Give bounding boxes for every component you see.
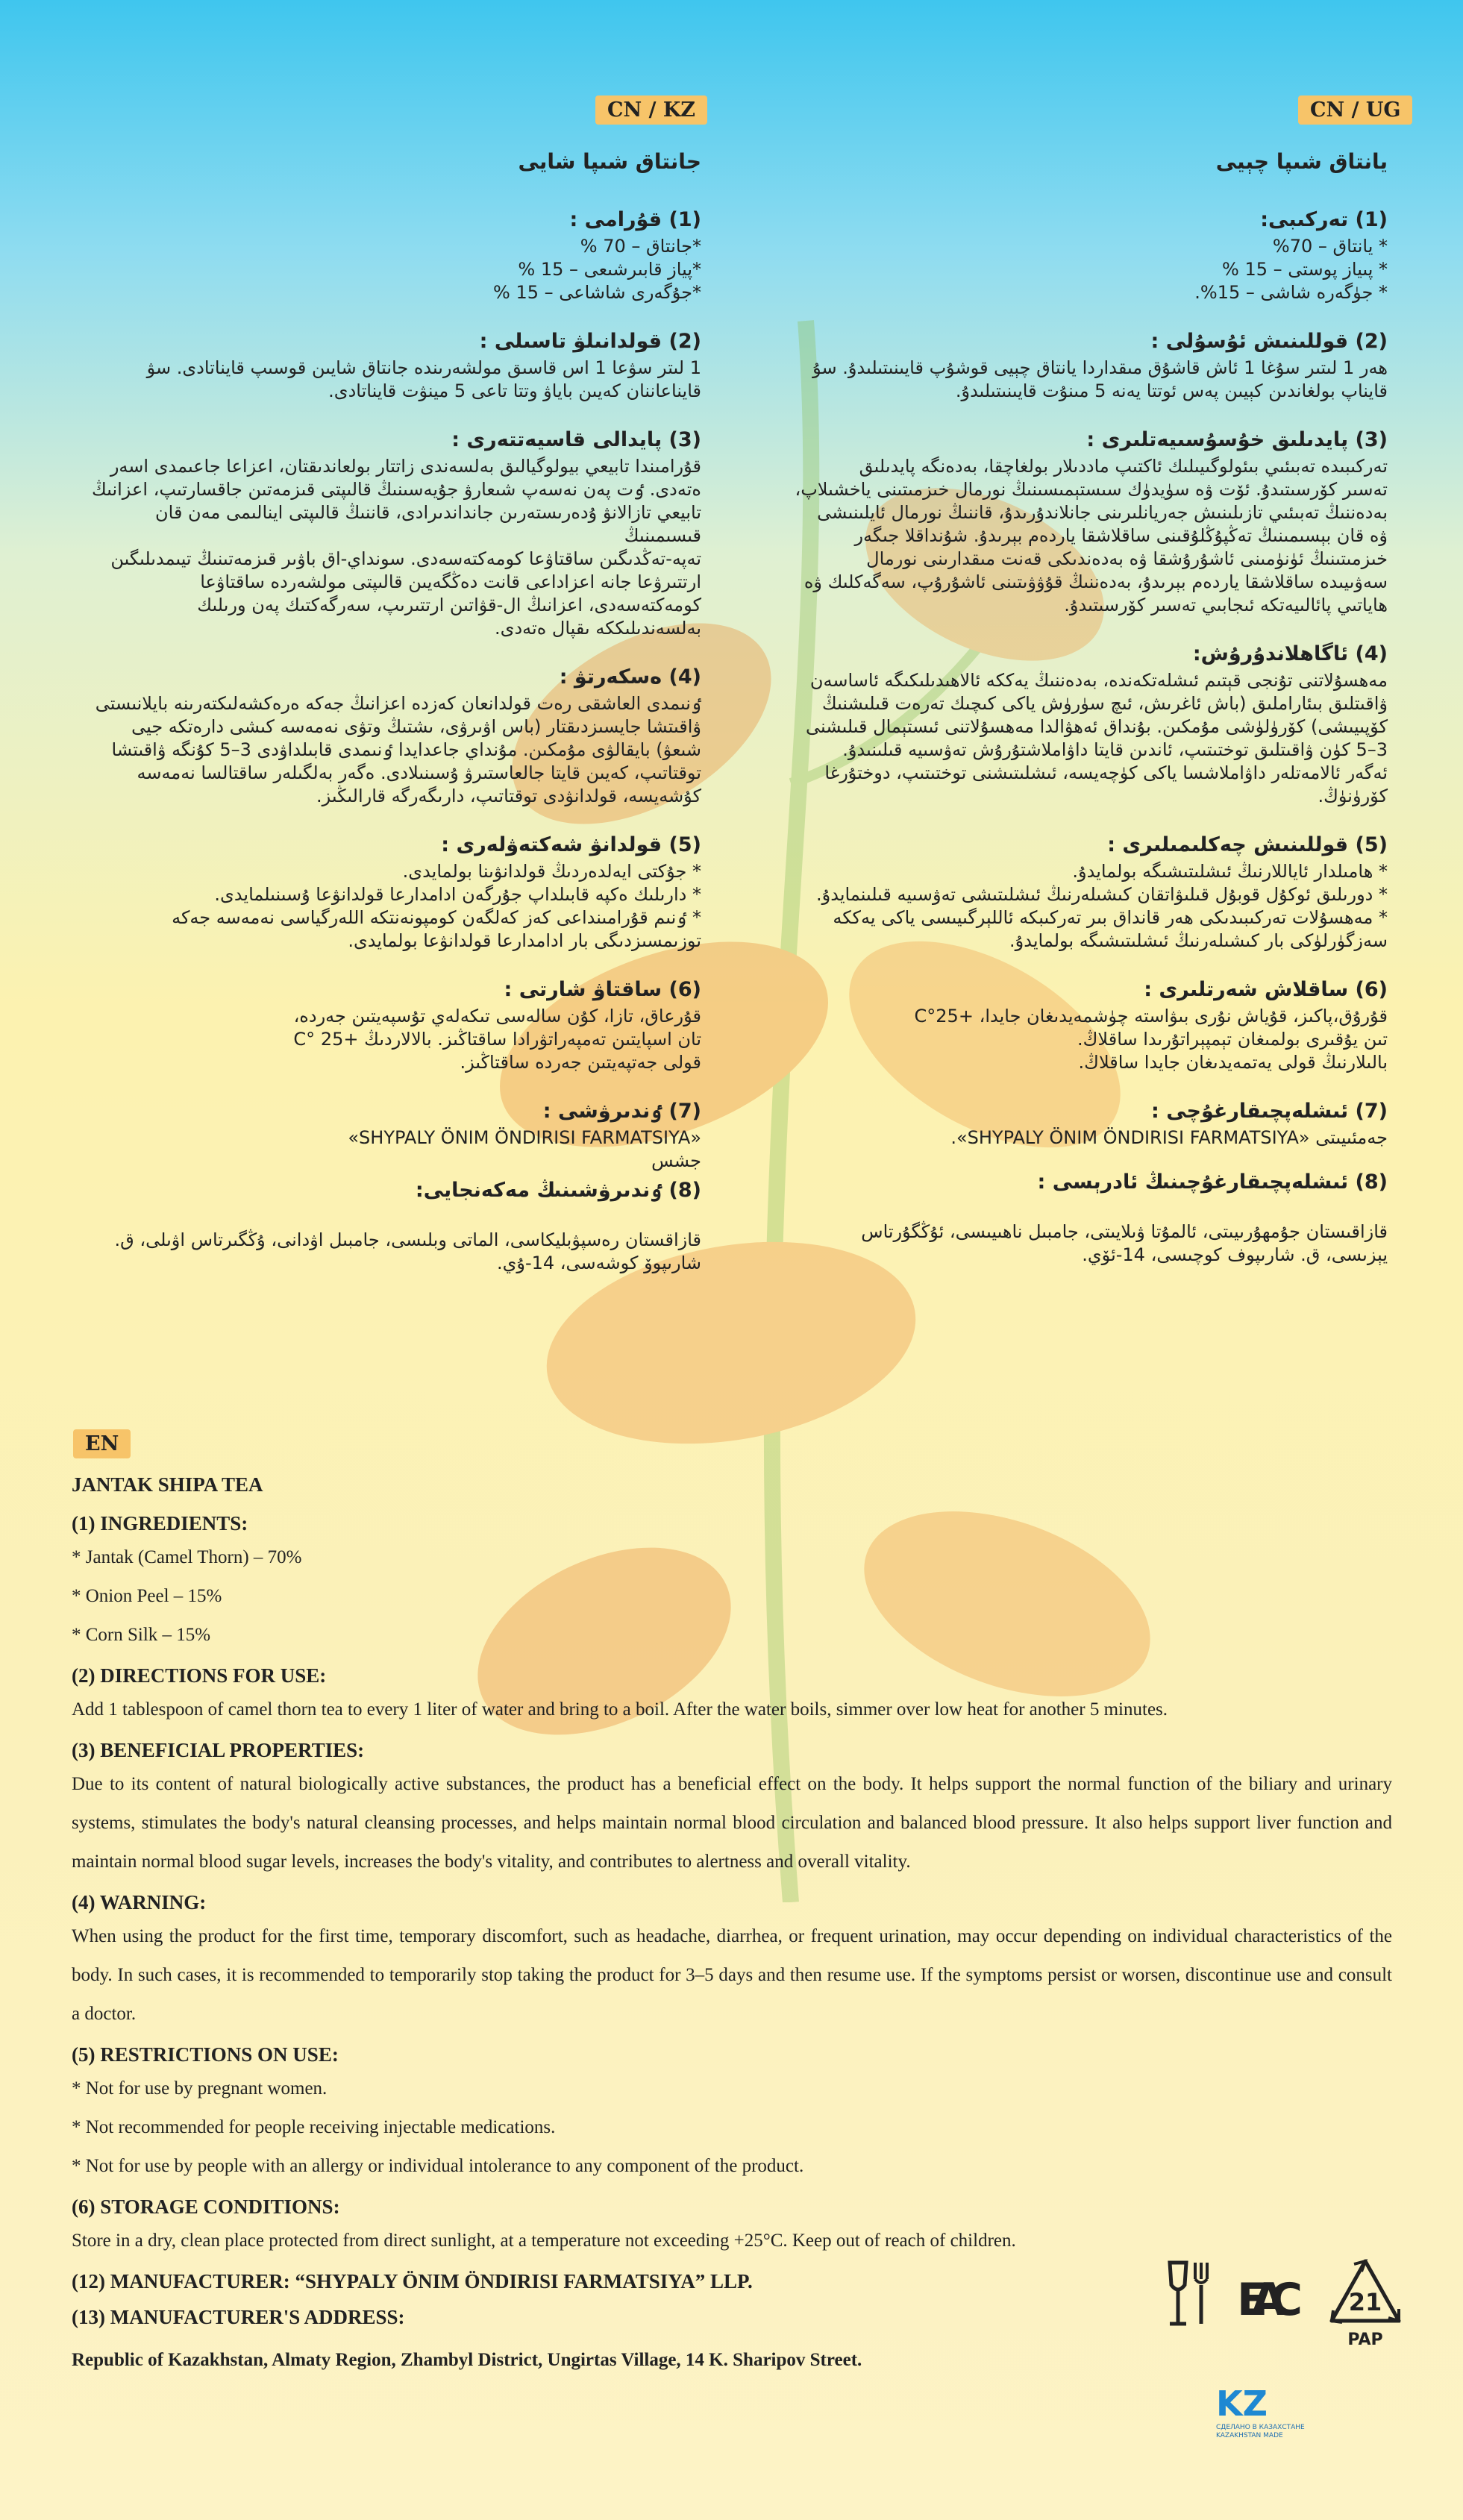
recycle-pap-icon [1324,2257,1406,2354]
ug-section-heading: (2) قوللىنىش ئۇسۇلى : [1150,330,1388,353]
en-restriction-item: * Not for use by pregnant women. [72,2078,328,2099]
kz-section-line: كۇشەيسە، قولدانۋدى توقتاتىپ، دارىگەرگە قارالىڭىز. [316,786,701,806]
ug-section-restrictions [768,830,1388,953]
kz-section-heading: (6) ساقتاۋ شارتى : [504,978,701,1001]
ug-section-line: * ھامىلدار ئاياللارنىڭ ئىشلىتىشىگە بولمايدۇ. [1072,861,1388,882]
ug-section-line: قۇرۇق،پاكىز، قۇياش نۇرى بىۋاستە چۈشمەيدىغان جايدا، +25°C [914,1006,1388,1027]
ug-product-title: يانتاق شىپا چېيى [1215,149,1388,174]
kz-section-line: كومەكتەسەدى، اعزانىڭ ال-قۋاتىن ارتتىرىپ، سەرگەكتىك پەن ورىلىك [197,595,701,615]
recycle-pap-text: PAP [1347,2331,1383,2349]
kz-section-warning [75,662,701,808]
kz-section-line: 1 لىتر سۋعا 1 اس قاسىق مولشەرىندە جانتاق شايىن قوسىپ قايناتادى. سۋ [146,357,701,378]
en-ingredient-item: * Jantak (Camel Thorn) – 70% [72,1547,302,1567]
english-section [72,1473,1392,2371]
recycle-code: 21 [1348,2288,1382,2316]
en-address-text: Republic of Kazakhstan, Almaty Region, Zhambyl District, Ungirtas Village, 14 K. Sharipov Street. [72,2350,862,2370]
ug-section-line: قايناپ بولغاندىن كېيىن پەس ئوتتا يەنە 5 مىنۇت قايىنىتىلىدۇ. [955,380,1388,401]
kz-section-line: قۇرعاق، تازا، كۇن سالەسى تىكەلەي تۇسپەيتىن جەردە، [293,1006,701,1027]
kz-section-heading: (7) ٶندىرۋشى : [542,1100,701,1123]
ug-section-heading: (3) پايدىلىق خۇسۇسىيەتلىرى : [1086,428,1388,451]
lang-tag-cn-kz: CN / KZ [595,95,707,125]
ug-section-line: قازاقىستان جۇمھۇرىيىتى، ئالمۇتا ۋىلايىتى، جامبىل ناھىيىسى، ئۇڭگۇرتاس [861,1221,1388,1242]
kz-section-line: جشس [651,1150,701,1171]
ug-section-line: كۆرۈنۈڭ. [1318,786,1388,806]
kz-section-line: ٶنىمدى العاشقى رەت قولدانعان كەزدە اعزانىڭ جەكە ەرەكشەلىكتەرىنە بايلانىستى [95,693,701,714]
kz-section-line: ەتەدى. ٶت پەن نەسەپ شىعارۋ جۇيەسىنىڭ قالىپتى قىزمەتىن جاقسارتىپ، اعزانىڭ [91,479,701,500]
kz-section-heading: (5) قولدانۋ شەكتەۋلەرى : [441,833,701,856]
en-restriction-item: * Not recommended for people receiving injectable medications. [72,2117,556,2137]
ug-section-heading: (7) ئىشلەپچىقارغۇچى : [1151,1100,1388,1123]
ug-section-line: تىن يۇقىرى بولمىغان تېمپېراتۇرىدا ساقلاڭ. [1077,1029,1388,1050]
kz-section-line: تان اسپايتىن تەمپەراتۋرادا ساقتاڭىز. بالالاردىڭ +25 °C [293,1029,701,1050]
uyghur-column [768,97,1388,1289]
ug-section-line: * جۈگەرە شاشى – 15%. [1194,282,1388,303]
ug-section-warning [768,639,1388,808]
ug-section-line: سەۋىيىدە ساقلاشقا ياردەم بېرىدۇ، بەدەننىڭ قۇۋۋىتىنى ئاشۇرۇپ، سەگەكلىك ۋە [803,571,1388,592]
kz-section-line: تابيعي تازالانۋ ۇدەرىستەرىن جانداندىرادى، قاننىڭ قالىپتى اينالىمى مەن قان قىسىمىنىڭ [155,502,701,546]
ug-section-line: * يانتاق – 70% [1272,236,1388,257]
en-directions-text: Add 1 tablespoon of camel thorn tea to every 1 liter of water and bring to a boil. After the water boils, simmer over low heat for another 5 minutes. [72,1699,1168,1720]
kz-section-heading: (8) ٶندىرۋشىنىڭ مەكەنجايى: [415,1179,701,1202]
ug-section-storage [768,975,1388,1074]
en-warning-text: When using the product for the first time, temporary discomfort, such as headache, diarrhea, or frequent urination, may occur depending on individual characteristics of the body. In such cases, it is recommended to temporarily stop taking the product for 3–5 days and then resume use. If the symptoms persist or worsen, discontinue use and consult a doctor. [72,1926,1392,2024]
food-safe-glass-fork-icon [1164,2257,1216,2331]
en-storage-text: Store in a dry, clean place protected from direct sunlight, at a temperature not exceeding +25°C. Keep out of reach of children. [72,2231,1016,2251]
ug-section-line: * دورىلىق ئوكۇل قوبۇل قىلىۋاتقان كىشىلەرنىڭ ئىشلىتىشى تەۋسىيە قىلىنمايدۇ. [816,884,1388,905]
en-heading-restrictions: (5) RESTRICTIONS ON USE: [72,2043,339,2066]
kz-section-ingredients [75,205,701,304]
kz-section-line: قايناعاننان كەيىن باياۋ وتتا تاعى 5 مينۋت قايناتادى. [328,380,701,401]
ug-section-heading: (4) ئاگاھلاندۇرۇش: [1192,642,1388,665]
ug-section-heading: (5) قوللىنىش چەكلىمىلىرى : [1107,833,1388,856]
ug-section-line: ۋە قان بېسىمىنىڭ تەڭپۇڭلۇقىنى ساقلاشقا ياردەم بېرىدۇ. شۇنداقلا جىگەر [854,525,1388,546]
kz-section-line: بەلسەندىلىككە ىقپال ەتەدى. [495,618,701,639]
kz-section-line: ۋاقىتشا جايسىزدىقتار (باس اۋىرۋى، ىشتىڭ وتۋى نەمەسە كىشى دارەتكە جيى [131,716,701,737]
kz-section-line: *جۇگەرى شاشاعى – 15 % [493,282,701,303]
ug-section-line: كۆپىيىشى) كۆرۈلۈشى مۇمكىن. بۇنداق ئەھۋالدا مەھسۇلاتنى ئىستېمال قىلىشنى [805,716,1388,737]
kz-section-line: ارتتىرۋعا جانە اعزاداعى قانت دەڭگەيىن قالىپتى مولشەردە ساقتاۋعا [200,571,701,592]
ug-section-line: خىزمىتىنىڭ ئۈنۈمىنى ئاشۇرۇشقا ۋە بەدەندىكى قەنت مىقدارىنى نورمال [866,548,1388,569]
kz-section-line: «SHYPALY ÖNIM ÖNDIRISI FARMATSIYA» [348,1127,701,1148]
kz-section-restrictions [75,830,701,953]
eac-text: EAC [1237,2274,1303,2326]
ug-section-line: سەزگۈرلۈكى بار كىشىلەرنىڭ ئىشلىتىشىگە بولمايدۇ. [1009,930,1388,951]
ug-section-line: ھەر 1 لىتىر سۇغا 1 ئاش قاشۇق مىقداردا يانتاق چېيى قوشۇپ قايىنىتىلىدۇ. سۇ [812,357,1388,378]
kz-section-properties [75,425,701,640]
ug-section-heading: (1) تەركىبى: [1260,208,1388,231]
en-heading-address: (13) MANUFACTURER'S ADDRESS: [72,2306,405,2328]
kz-section-heading: (3) پايدالى قاسيەتتەرى : [451,428,701,451]
ug-section-line: جەمئىيىتى «SHYPALY ÖNIM ÖNDIRISI FARMATSIYA». [950,1127,1388,1148]
kz-section-directions [75,327,701,403]
ug-section-line: * مەھسۇلات تەركىبىدىكى ھەر قانداق بىر تەركىبكە ئاللېرگىيىسى ياكى يەككە [833,907,1388,928]
ug-section-address [768,1167,1388,1267]
kz-section-line: قۇرامىندا تابيعي بيولوگيالىق بەلسەندى زاتتار بولعاندىقتان، اعزاعا جاعىمدى اسەر [110,456,701,477]
kz-section-line: شارىپوۆ كوشەسى، 14-ۇي. [496,1253,701,1273]
ug-section-heading: (6) ساقلاش شەرتلىرى : [1144,978,1388,1001]
kz-section-line: شىعۋ) بايقالۋى مۇمكىن. مۇنداي جاعدايدا ٶنىمدى قابىلداۋدى 3–5 كۇنگە ۋاقىتشا [111,739,701,760]
ug-section-line: يېزىسى، ق. شارىپوف كوچىسى، 14-ئۆي. [1082,1244,1388,1265]
kz-section-heading: (2) قولدانىلۋ تاسىلى : [479,330,701,353]
ug-section-line: مەھسۇلاتنى تۇنجى قېتىم ئىشلەتكەندە، بەدەننىڭ يەككە ئالاھىدىلىكىگە ئاساسەن [809,670,1388,691]
kazakh-column [75,97,701,1297]
kz-section-line: * دارىلىك ەكپە قابىلداپ جۇرگەن ادامدارعا قولدانۋعا ۇسىنىلمايدى. [214,884,701,905]
ug-section-properties [768,425,1388,617]
kz-section-line: تەپە-تەڭدىگىن ساقتاۋعا كومەكتەسەدى. سونداي-اق باۋىر قىزمەتىنىڭ تيىمدىلىگىن [110,548,701,569]
kz-section-line: *پياز قابىرشىعى – 15 % [518,259,701,280]
kz-section-line: قازاقستان رەسپۋبليكاسى، الماتى وبلىسى، جامبىل اۋدانى، ۇڭگىرتاس اۋىلى، ق. [114,1229,701,1250]
made-in-kazakhstan-logo [1216,2383,1328,2440]
kz-section-storage [75,975,701,1074]
kz-section-address [75,1176,701,1275]
ug-section-line: 3–5 كۈن ۋاقىتلىق توختىتىپ، ئاندىن قايتا داۋاملاشتۇرۇش تەۋسىيە قىلىنىدۇ. [842,739,1388,760]
en-product-title: JANTAK SHIPA TEA [72,1473,263,1496]
ug-section-line [768,1197,1388,1220]
kz-section-line [75,1206,701,1229]
en-ingredient-item: * Onion Peel – 15% [72,1586,222,1606]
en-heading-storage: (6) STORAGE CONDITIONS: [72,2195,340,2218]
en-ingredient-item: * Corn Silk – 15% [72,1625,211,1645]
ug-section-line: بالىلارنىڭ قولى يەتمەيدىغان جايدا ساقلاڭ. [1078,1052,1388,1073]
ug-section-manufacturer [768,1097,1388,1150]
ug-section-line: تەسىر كۆرسىتىدۇ. ئۆت ۋە سۈيدۈك سىستېمىسىنىڭ نورمال خىزمىتىنى ياخشىلاپ، [795,479,1388,500]
ug-section-line: ھاياتىي پائالىيەتكە ئىجابىي تەسىر كۆرسىتىدۇ. [1064,595,1388,615]
ug-section-heading: (8) ئىشلەپچىقارغۇچىنىڭ ئادرېسى : [1037,1170,1388,1194]
kz-section-line: * جۇكتى ايەلدەردىڭ قولدانۋىنا بولمايدى. [402,861,701,882]
lang-tag-cn-ug: CN / UG [1298,95,1412,125]
ug-section-ingredients [768,205,1388,304]
ug-section-line: تەركىبىدە تەبىئىي بىئولوگىيىلىك ئاكتىپ ماددىلار بولغاچقا، بەدەنگە پايدىلىق [859,456,1388,477]
ug-section-directions [768,327,1388,403]
lang-tag-en: EN [73,1429,131,1458]
kz-section-line: * ٶنىم قۇرامىنداعى كەز كەلگەن كومپونەنتكە اللەرگياسى نەمەسە جەكە [172,907,701,928]
kz-section-line: قولى جەتپەيتىن جەردە ساقتاڭىز. [460,1052,701,1073]
ug-section-line: بەدەننىڭ تەبىئىي تازىلىنىش جەريانلىرىنى جانلاندۇرىدۇ، قاننىڭ نورمال ئايلىنىشى [817,502,1388,523]
kz-product-title: جانتاق شىپا شايى [518,149,701,174]
kz-section-line: توقتاتىپ، كەيىن قايتا جالعاستىرۋ ۇسىنىلادى. ەگەر بەلگىلەر ساقتالسا نەمەسە [137,762,701,783]
certification-logos [1164,2257,1417,2480]
ug-section-line: * پىياز پوستى – 15 % [1222,259,1388,280]
kz-section-heading: (4) ەسكەرتۋ : [559,665,701,689]
kz-section-heading: (1) قۇرامى : [569,208,701,231]
en-heading-warning: (4) WARNING: [72,1891,207,1913]
kz-section-line: *جانتاق – 70 % [580,236,701,257]
kz-mark-caption: СДЕЛАНО В КАЗАХСТАНЕ KAZAKHSTAN MADE [1216,2424,1305,2439]
kz-mark: KZ [1216,2383,1268,2424]
en-heading-properties: (3) BENEFICIAL PROPERTIES: [72,1739,365,1761]
en-heading-directions: (2) DIRECTIONS FOR USE: [72,1664,327,1687]
en-heading-ingredients: (1) INGREDIENTS: [72,1512,248,1535]
ug-section-line: ئەگەر ئالامەتلەر داۋاملاشسا ياكى كۈچەيسە، ئىشلىتىشنى توختىتىپ، دوختۇرغا [824,762,1388,783]
en-restriction-item: * Not for use by people with an allergy or individual intolerance to any component of the product. [72,2156,804,2176]
en-heading-manufacturer: (12) MANUFACTURER: “SHYPALY ÖNIM ÖNDIRISI FARMATSIYA” LLP. [72,2270,753,2292]
kz-section-line: توزىمسىزدىگى بار ادامدارعا قولدانۋعا بولمايدى. [348,930,701,951]
en-properties-text: Due to its content of natural biologically active substances, the product has a beneficial effect on the body. It helps support the normal function of the biliary and urinary systems, stimulates the body's natural cleansing processes, and helps maintain normal blood circulation and balanced blood pressure. It also helps support liver function and maintain normal blood sugar levels, increases the body's vitality, and contributes to alertness and overall vitality. [72,1774,1392,1872]
ug-section-line: ۋاقىتلىق بىئاراملىق (باش ئاغرىش، ئىچ سۈرۈش ياكى كىچىك تەرەت قىلىشنىڭ [821,693,1388,714]
eac-mark-icon [1235,2257,1306,2331]
kz-section-manufacturer [75,1097,701,1173]
